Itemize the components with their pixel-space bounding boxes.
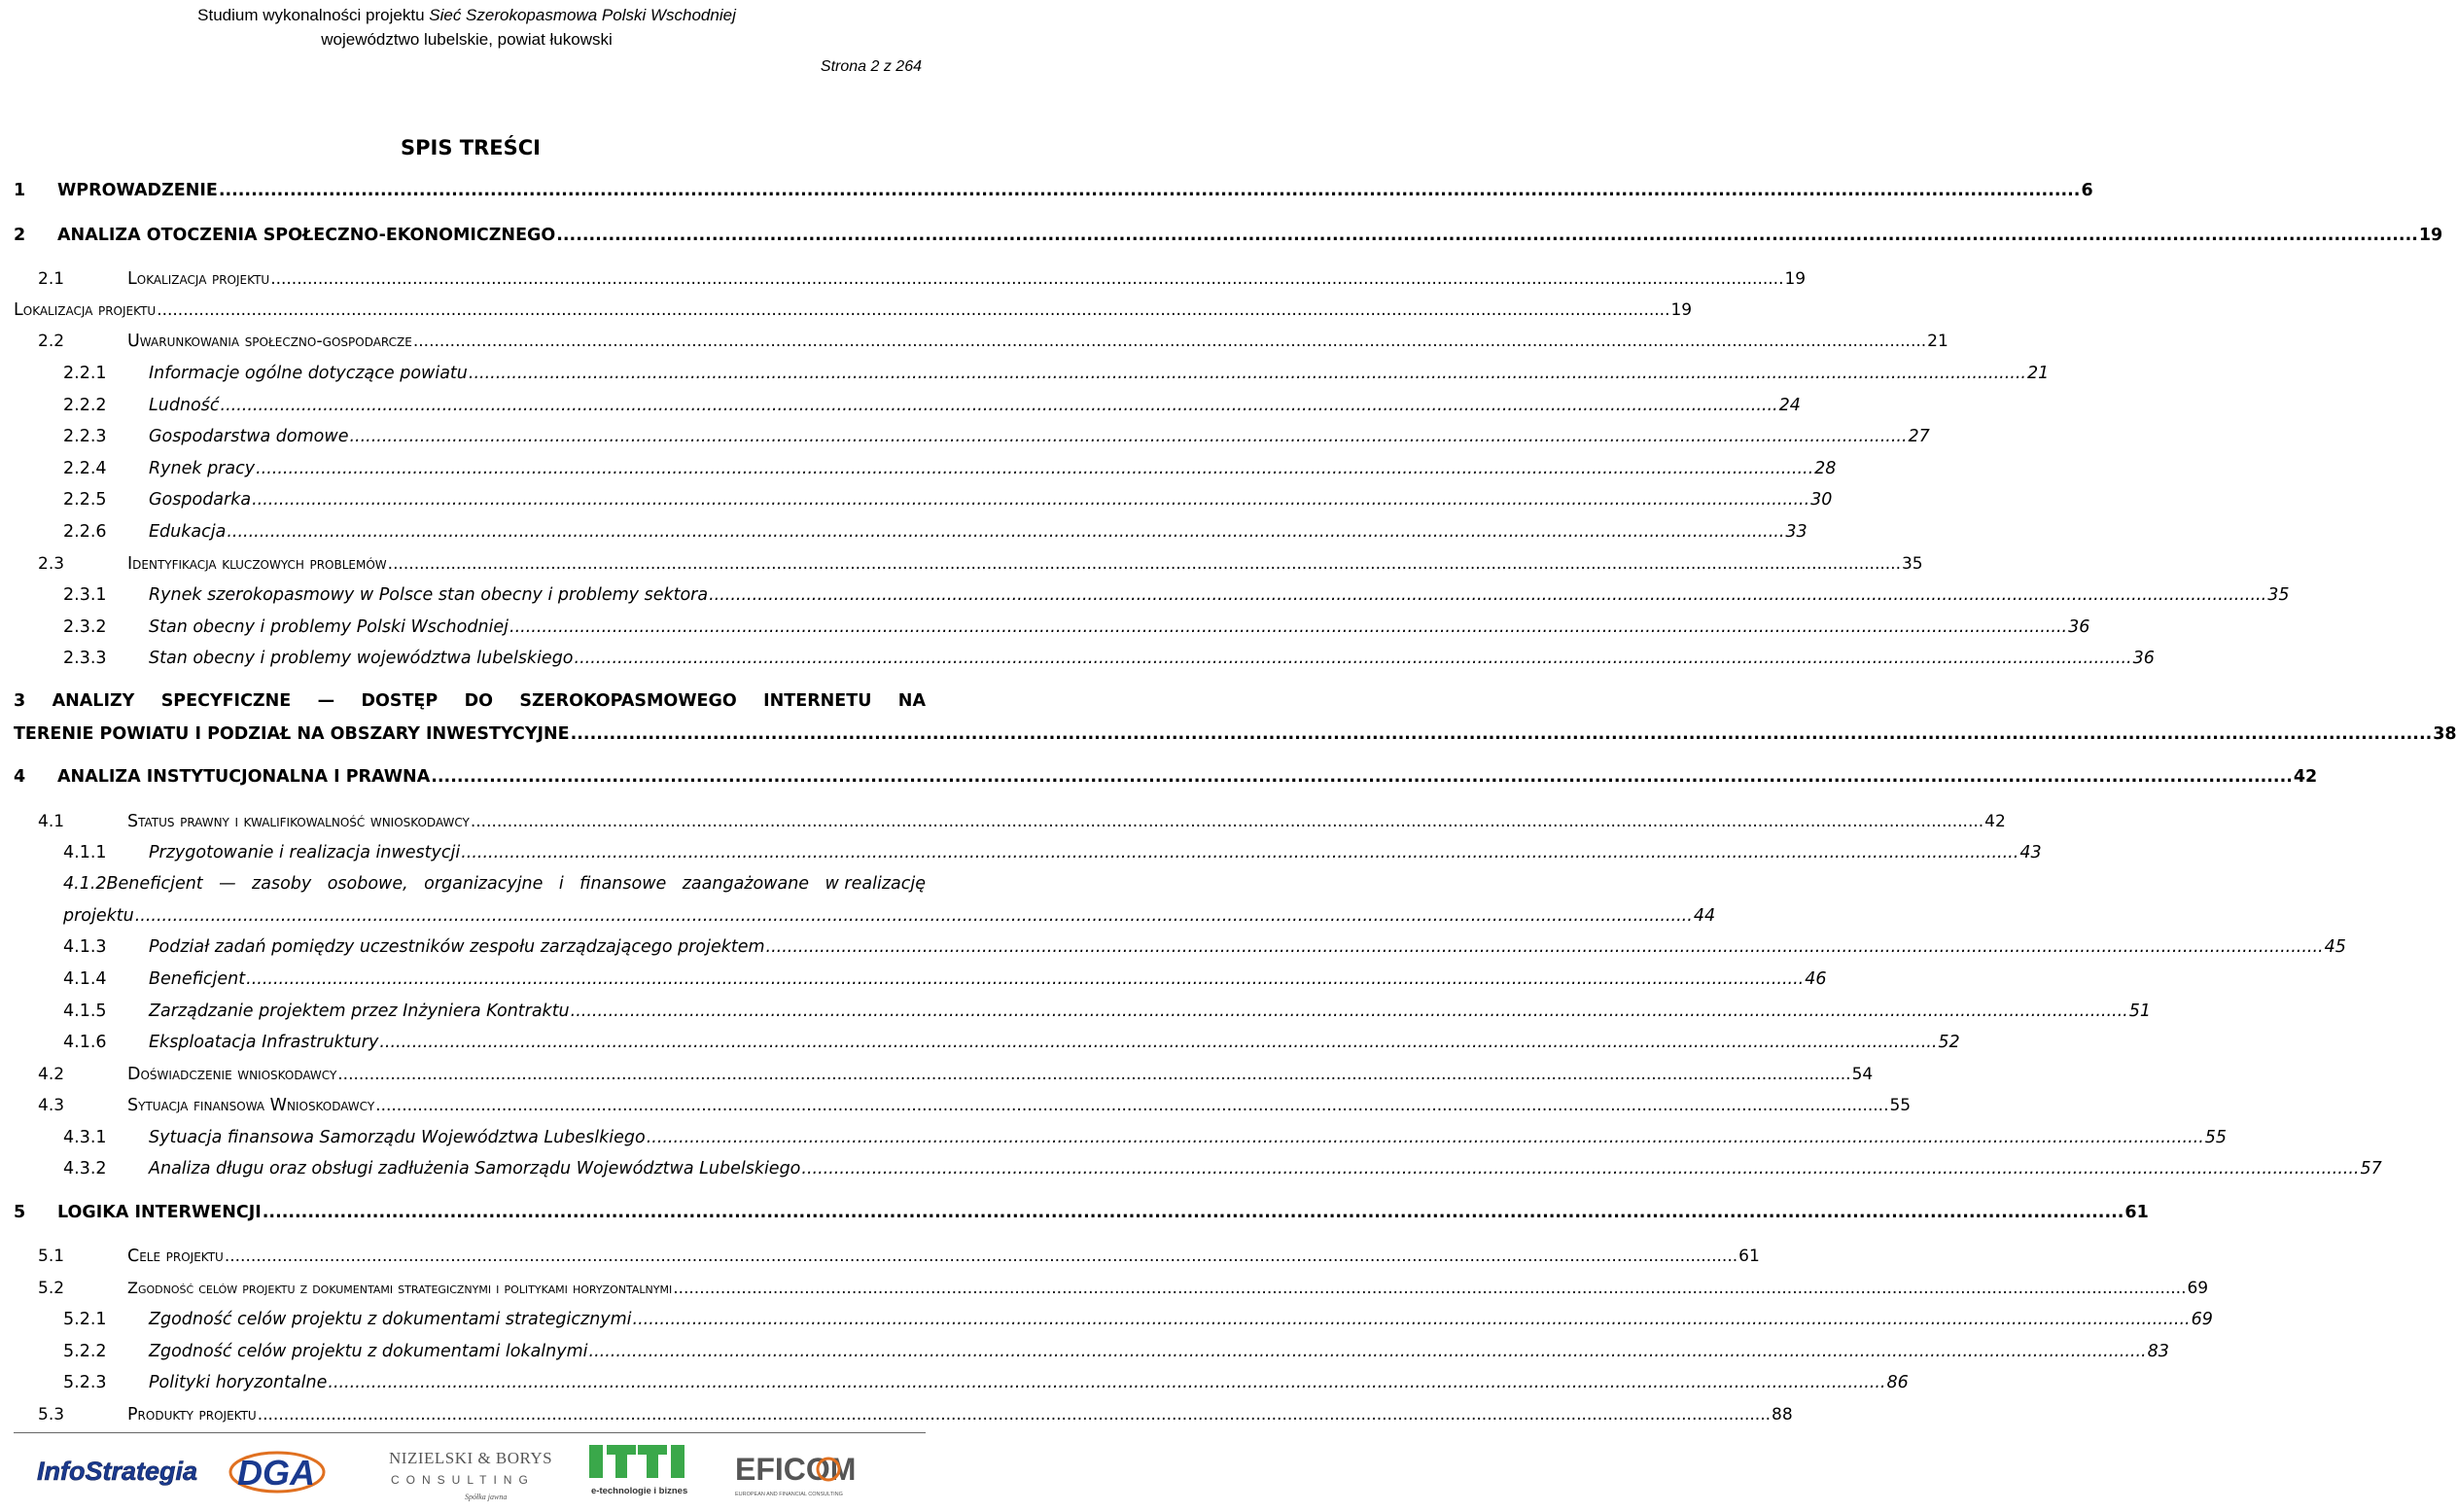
toc-number: 2.2.6 bbox=[63, 522, 107, 542]
toc-leader bbox=[469, 364, 2026, 383]
nizielski-borys-logo bbox=[389, 1449, 552, 1501]
toc-leader bbox=[375, 1096, 1888, 1115]
toc-entry[interactable] bbox=[14, 427, 1930, 452]
logo-itti-sub: e-technologie i biznes bbox=[591, 1486, 688, 1496]
toc-page: 27 bbox=[1908, 427, 1930, 446]
toc-page: 61 bbox=[1738, 1247, 1760, 1266]
toc-page: 38 bbox=[2433, 724, 2457, 744]
toc-entry-title: Identyfikacja kluczowych problemów bbox=[127, 554, 387, 574]
toc-leader bbox=[589, 1342, 2147, 1361]
toc-leader bbox=[221, 396, 1778, 415]
toc-entry[interactable] bbox=[14, 1096, 1912, 1121]
toc-page: 55 bbox=[1889, 1096, 1912, 1115]
toc-entry-title: LOGIKA INTERWENCJI bbox=[57, 1203, 262, 1222]
toc-entry-title: projektu bbox=[63, 906, 134, 926]
toc-page: 36 bbox=[2068, 617, 2090, 637]
toc-word: — bbox=[219, 874, 236, 894]
toc-entry-continuation[interactable] bbox=[63, 906, 1716, 932]
toc-entry[interactable] bbox=[14, 554, 1923, 580]
toc-number: 1 bbox=[14, 181, 26, 200]
toc-page: 19 bbox=[1784, 269, 1807, 289]
toc-entry-title: Zgodność celów projektu z dokumentami strategicznymi bbox=[149, 1310, 632, 1329]
toc-number: 4.1.4 bbox=[63, 969, 107, 989]
toc-number: 4 bbox=[14, 767, 26, 787]
toc-number: 3 bbox=[14, 691, 26, 711]
toc-leader bbox=[337, 1065, 1850, 1084]
toc-number: 2.2.2 bbox=[63, 396, 107, 415]
toc-word: DO bbox=[464, 691, 493, 711]
toc-entry[interactable] bbox=[14, 300, 1693, 326]
toc-entry-continuation[interactable] bbox=[14, 724, 2457, 750]
toc-leader bbox=[157, 300, 1669, 320]
toc-leader bbox=[461, 843, 2018, 862]
toc-leader bbox=[647, 1128, 2204, 1147]
toc-number: 4.2 bbox=[38, 1065, 65, 1084]
toc-page: 19 bbox=[1670, 300, 1693, 320]
toc-entry[interactable] bbox=[14, 181, 2093, 206]
toc-leader bbox=[431, 767, 2293, 787]
toc-entry[interactable] bbox=[14, 1342, 2169, 1367]
toc-entry-title: Sytuacja finansowa Samorządu Województwa Lubeslkiego bbox=[149, 1128, 646, 1147]
toc-entry-title: Ludność bbox=[149, 396, 220, 415]
toc-page: 69 bbox=[2187, 1279, 2209, 1298]
toc-entry-title: Podział zadań pomiędzy uczestników zespołu zarządzającego projektem bbox=[149, 937, 765, 957]
toc-entry-title: Doświadczenie wnioskodawcy bbox=[127, 1065, 337, 1084]
toc-leader bbox=[256, 459, 1813, 478]
toc-page: 54 bbox=[1851, 1065, 1874, 1084]
toc-page: 42 bbox=[2293, 767, 2318, 787]
toc-number: 2.3.3 bbox=[63, 649, 107, 668]
toc-entry[interactable] bbox=[14, 1203, 2149, 1228]
toc-number: 4.1 bbox=[38, 812, 65, 831]
toc-entry-title: Sytuacja finansowa Wnioskodawcy bbox=[127, 1096, 375, 1115]
toc-page: 88 bbox=[1772, 1405, 1793, 1424]
toc-page: 21 bbox=[1927, 332, 1948, 351]
toc-entry[interactable] bbox=[14, 396, 1801, 421]
toc-leader bbox=[219, 181, 2081, 200]
toc-entry-title: Analiza długu oraz obsługi zadłużenia Samorządu Województwa Lubelskiego bbox=[149, 1159, 801, 1178]
toc-word: DOSTĘP bbox=[361, 691, 439, 711]
logo-nb-line1: NIZIELSKI & BORYS bbox=[389, 1449, 553, 1467]
toc-word: SPECYFICZNE bbox=[160, 691, 292, 711]
toc-entry[interactable] bbox=[14, 226, 2443, 251]
logo-eficom-text: EFICOM bbox=[735, 1452, 857, 1487]
toc-page: 46 bbox=[1805, 969, 1827, 989]
toc-entry-title: Beneficjent bbox=[149, 969, 246, 989]
toc-entry-title-line1 bbox=[63, 874, 926, 894]
toc-number: 4.3 bbox=[38, 1096, 65, 1115]
toc-entry-title: TERENIE POWIATU I PODZIAŁ NA OBSZARY INWESTYCYJNE bbox=[14, 724, 570, 744]
toc-entry-title: Produkty projektu bbox=[127, 1405, 257, 1424]
toc-leader bbox=[328, 1373, 1885, 1392]
toc-entry-title: Stan obecny i problemy województwa lubelskiego bbox=[149, 649, 574, 668]
toc-leader bbox=[246, 969, 1804, 989]
toc-word: organizacyjne bbox=[424, 874, 544, 894]
toc-entry[interactable] bbox=[14, 1310, 2213, 1335]
toc-number: 2.2 bbox=[38, 332, 65, 351]
toc-entry-title: ANALIZA INSTYTUCJONALNA I PRAWNA bbox=[57, 767, 431, 787]
toc-entry-title: Eksploatacja Infrastruktury bbox=[149, 1033, 379, 1052]
toc-number: 5 bbox=[14, 1203, 26, 1222]
toc-entry[interactable] bbox=[14, 459, 1837, 484]
toc-entry[interactable] bbox=[14, 1405, 1793, 1430]
toc-entry[interactable] bbox=[14, 1033, 1960, 1058]
toc-word: ANALIZY bbox=[52, 691, 135, 711]
toc-page: 28 bbox=[1814, 459, 1837, 478]
toc-page: 6 bbox=[2081, 181, 2093, 200]
toc-page: 35 bbox=[1901, 554, 1923, 574]
dga-logo bbox=[230, 1453, 324, 1493]
toc-number: 4.1.5 bbox=[63, 1002, 107, 1021]
toc-number: 4.3.2 bbox=[63, 1159, 107, 1178]
toc-page: 19 bbox=[2418, 226, 2443, 245]
logo-nb-line2: CONSULTING bbox=[391, 1473, 535, 1487]
toc-entry-title: Cele projektu bbox=[127, 1247, 224, 1266]
toc-leader bbox=[766, 937, 2324, 957]
toc-entry-title: Gospodarstwa domowe bbox=[149, 427, 349, 446]
toc-page: 44 bbox=[1693, 906, 1716, 926]
toc-number: 5.2 bbox=[38, 1279, 65, 1298]
toc-entry[interactable] bbox=[14, 1065, 1874, 1090]
logo-infostrategia-text: InfoStrategia bbox=[37, 1457, 198, 1486]
toc-page: 30 bbox=[1810, 490, 1833, 510]
toc-number: 4.1.1 bbox=[63, 843, 107, 862]
toc-word: INTERNETU bbox=[763, 691, 872, 711]
toc-number: 5.2.1 bbox=[63, 1310, 107, 1329]
toc-entry-title: ANALIZA OTOCZENIA SPOŁECZNO-EKONOMICZNEGO bbox=[57, 226, 556, 245]
toc-leader bbox=[509, 617, 2067, 637]
toc-leader bbox=[571, 724, 2433, 744]
toc-leader bbox=[379, 1033, 1937, 1052]
toc-leader bbox=[673, 1279, 2186, 1298]
toc-leader bbox=[471, 812, 1983, 831]
toc-page: 83 bbox=[2147, 1342, 2169, 1361]
toc-entry-title: Status prawny i kwalifikowalność wnioskodawcy bbox=[127, 812, 470, 831]
toc-leader bbox=[263, 1203, 2124, 1222]
toc-number: 2.3 bbox=[38, 554, 65, 574]
toc-page: 42 bbox=[1984, 812, 2006, 831]
toc-leader bbox=[135, 906, 1693, 926]
toc-number: 2.2.3 bbox=[63, 427, 107, 446]
toc-entry[interactable] bbox=[14, 1159, 2382, 1184]
partner-logos bbox=[0, 1439, 933, 1507]
toc-entry-title: Zarządzanie projektem przez Inżyniera Kontraktu bbox=[149, 1002, 570, 1021]
toc-entry[interactable] bbox=[63, 874, 926, 894]
toc-page: 69 bbox=[2191, 1310, 2213, 1329]
toc-leader bbox=[349, 427, 1907, 446]
logo-nb-line3: Spółka jawna bbox=[465, 1493, 508, 1501]
toc-entry[interactable] bbox=[14, 617, 2090, 643]
toc-word: zasoby bbox=[252, 874, 312, 894]
toc-leader bbox=[388, 554, 1901, 574]
toc-page: 55 bbox=[2204, 1128, 2228, 1147]
toc-page: 43 bbox=[2019, 843, 2042, 862]
toc-leader bbox=[709, 585, 2266, 605]
toc-word: finansowe bbox=[579, 874, 667, 894]
toc-entry-title: Edukacja bbox=[149, 522, 227, 542]
toc-leader bbox=[258, 1405, 1771, 1424]
toc-word: SZEROKOPASMOWEGO bbox=[519, 691, 737, 711]
toc-entry-title: Rynek pracy bbox=[149, 459, 256, 478]
toc-word: zaangażowane bbox=[682, 874, 810, 894]
toc-leader bbox=[270, 269, 1783, 289]
footer-divider bbox=[14, 1432, 926, 1433]
toc-leader bbox=[633, 1310, 2191, 1329]
toc-entry[interactable] bbox=[14, 1279, 2209, 1304]
logo-dga-text: DGA bbox=[237, 1453, 315, 1493]
toc-entry[interactable] bbox=[14, 490, 1833, 515]
toc-number: 5.2.3 bbox=[63, 1373, 107, 1392]
toc-number: 2.2.5 bbox=[63, 490, 107, 510]
document-header-line1 bbox=[0, 6, 933, 25]
toc-word: NA bbox=[897, 691, 926, 711]
itti-logo bbox=[589, 1445, 687, 1496]
footer-logos bbox=[0, 1439, 933, 1507]
toc-entry-title: Zgodność celów projektu z dokumentami lokalnymi bbox=[149, 1342, 588, 1361]
toc-number: 2.1 bbox=[38, 269, 65, 289]
toc-page: 21 bbox=[2026, 364, 2050, 383]
logo-eficom-sub: EUROPEAN AND FINANCIAL CONSULTING bbox=[735, 1492, 843, 1497]
toc-entry-title: Uwarunkowania społeczno-gospodarcze bbox=[127, 332, 412, 351]
toc-entry[interactable] bbox=[14, 332, 1948, 357]
toc-page: 45 bbox=[2324, 937, 2346, 957]
toc-word: — bbox=[317, 691, 335, 711]
toc-leader bbox=[556, 226, 2418, 245]
toc-word: osobowe, bbox=[327, 874, 408, 894]
eficom-logo bbox=[735, 1452, 856, 1497]
toc-page: 24 bbox=[1778, 396, 1801, 415]
toc-entry[interactable] bbox=[14, 969, 1827, 995]
toc-number: 5.3 bbox=[38, 1405, 65, 1424]
toc-entry[interactable] bbox=[14, 1002, 2152, 1027]
toc-leader bbox=[413, 332, 1926, 351]
toc-page: 51 bbox=[2128, 1002, 2152, 1021]
toc-word: i bbox=[558, 874, 564, 894]
toc-entry[interactable] bbox=[14, 1247, 1760, 1272]
toc-number: 2.3.2 bbox=[63, 617, 107, 637]
toc-entry-title: Przygotowanie i realizacja inwestycji bbox=[149, 843, 461, 862]
toc-word: 4.1.2Beneficjent bbox=[63, 874, 203, 894]
toc-entry-title: WPROWADZENIE bbox=[57, 181, 218, 200]
header-prefix: Studium wykonalności projektu bbox=[197, 6, 430, 24]
toc-page: 86 bbox=[1886, 1373, 1909, 1392]
toc-page: 61 bbox=[2124, 1203, 2149, 1222]
toc-number: 4.3.1 bbox=[63, 1128, 107, 1147]
toc-number: 4.1.3 bbox=[63, 937, 107, 957]
toc-number: 2.2.4 bbox=[63, 459, 107, 478]
toc-entry-title: Gospodarka bbox=[149, 490, 252, 510]
infostrategia-logo bbox=[29, 1447, 197, 1490]
toc-entry[interactable] bbox=[14, 269, 1807, 295]
toc-entry-title: Informacje ogólne dotyczące powiatu bbox=[149, 364, 468, 383]
toc-number: 2.3.1 bbox=[63, 585, 107, 605]
toc-word: w realizację bbox=[825, 874, 926, 894]
toc-entry-title: Lokalizacja projektu bbox=[127, 269, 270, 289]
toc-number: 5.1 bbox=[38, 1247, 65, 1266]
toc-entry-title: Lokalizacja projektu bbox=[14, 300, 157, 320]
toc-number: 5.2.2 bbox=[63, 1342, 107, 1361]
toc-entry-title: Stan obecny i problemy Polski Wschodniej bbox=[149, 617, 509, 637]
toc-number: 4.1.6 bbox=[63, 1033, 107, 1052]
toc-entry[interactable] bbox=[14, 937, 2346, 963]
toc-title: SPIS TREŚCI bbox=[401, 136, 541, 159]
toc-entry-title: Rynek szerokopasmowy w Polsce stan obecny i problemy sektora bbox=[149, 585, 709, 605]
toc-entry[interactable] bbox=[14, 812, 2006, 837]
toc-entry[interactable] bbox=[14, 364, 2050, 389]
toc-entry-title: Zgodność celów projektu z dokumentami strategicznymi i politykami horyzontalnymi bbox=[127, 1279, 673, 1297]
toc-number: 2 bbox=[14, 226, 26, 245]
toc-entry[interactable] bbox=[14, 767, 2318, 792]
toc-entry[interactable] bbox=[14, 1373, 1909, 1398]
toc-entry[interactable] bbox=[14, 691, 926, 711]
toc-leader bbox=[227, 522, 1784, 542]
header-project-name: Sieć Szerokopasmowa Polski Wschodniej bbox=[429, 6, 736, 24]
toc-leader bbox=[575, 649, 2132, 668]
toc-leader bbox=[225, 1247, 1737, 1266]
toc-leader bbox=[571, 1002, 2128, 1021]
toc-page: 36 bbox=[2132, 649, 2155, 668]
toc-entry[interactable] bbox=[14, 1128, 2228, 1153]
document-header-line2: województwo lubelskie, powiat łukowski bbox=[321, 30, 613, 49]
toc-entry[interactable] bbox=[14, 649, 2155, 674]
toc-page: 57 bbox=[2360, 1159, 2382, 1178]
toc-entry[interactable] bbox=[14, 585, 2290, 611]
toc-entry-title: Polityki horyzontalne bbox=[149, 1373, 328, 1392]
page-number: Strona 2 z 264 bbox=[820, 58, 922, 75]
toc-entry[interactable] bbox=[14, 843, 2042, 868]
toc-page: 52 bbox=[1938, 1033, 1960, 1052]
toc-leader bbox=[252, 490, 1809, 510]
toc-entry[interactable] bbox=[14, 522, 1808, 547]
toc-page: 33 bbox=[1785, 522, 1808, 542]
toc-leader bbox=[801, 1159, 2359, 1178]
toc-number: 2.2.1 bbox=[63, 364, 107, 383]
toc-entry-title-line1 bbox=[14, 691, 926, 711]
toc-page: 35 bbox=[2267, 585, 2290, 605]
